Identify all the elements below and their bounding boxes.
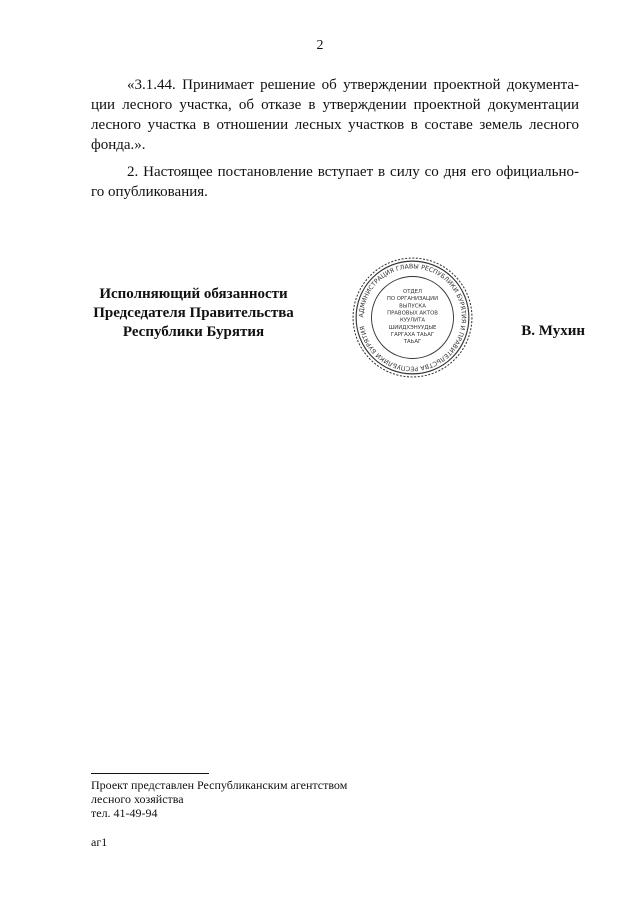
seal-inner-line: ПО ОРГАНИЗАЦИИ: [386, 296, 439, 303]
signer-title: [91, 285, 296, 342]
text-line: го опубликования.: [91, 184, 208, 200]
text-line: ции лесного участка, об отказе в утверждении проектной документации: [91, 97, 579, 113]
footnote-line: лесного хозяйства: [91, 792, 184, 806]
text-line: фонда.».: [91, 137, 146, 153]
text-line: 2. Настоящее постановление вступает в силу со дня его официально-: [127, 164, 579, 180]
paragraph-amendment: [91, 75, 579, 155]
signer-name: В. Мухин: [521, 323, 585, 339]
paragraph-effective-date: [91, 162, 579, 202]
seal-inner-line: ВЫПУСКА: [399, 303, 426, 310]
page-number: 2: [316, 38, 324, 53]
seal-inner-line: КУУЛИТА: [399, 317, 426, 324]
seal-inner-line: ПРАВОВЫХ АКТОВ: [387, 310, 438, 317]
footnote-divider: [91, 773, 209, 774]
footnote-line: Проект представлен Республиканским агентством: [91, 778, 348, 792]
seal-outer-text: АДМИНИСТРАЦИЯ ГЛАВЫ РЕСПУБЛИКИ БУРЯТИЯ И ПРАВИТЕЛЬСТВА РЕСПУБЛИКИ БУРЯТИЯ: [358, 263, 467, 372]
seal-inner-line: ТАЬАГ: [403, 339, 422, 346]
footnote-line: тел. 41-49-94: [91, 806, 158, 820]
document-code: аг1: [91, 835, 108, 849]
signer-title-line: Исполняющий обязанности: [99, 286, 288, 302]
signer-title-line: Председателя Правительства: [93, 305, 294, 321]
footnote: [91, 778, 347, 820]
seal-inner-line: ШИИДХЭНУУДЫЕ: [388, 324, 437, 331]
seal-inner-line: ОТДЕЛ: [403, 288, 422, 295]
seal-inner-line: ГАРГАХА ТАЬАГ: [390, 331, 435, 338]
signer-title-line: Республики Бурятия: [122, 324, 265, 340]
text-line: лесного участка в отношении лесных участков в составе земель лесного: [91, 117, 579, 133]
text-line: «3.1.44. Принимает решение об утверждении проектной документа-: [127, 77, 579, 93]
official-seal: [351, 256, 474, 379]
